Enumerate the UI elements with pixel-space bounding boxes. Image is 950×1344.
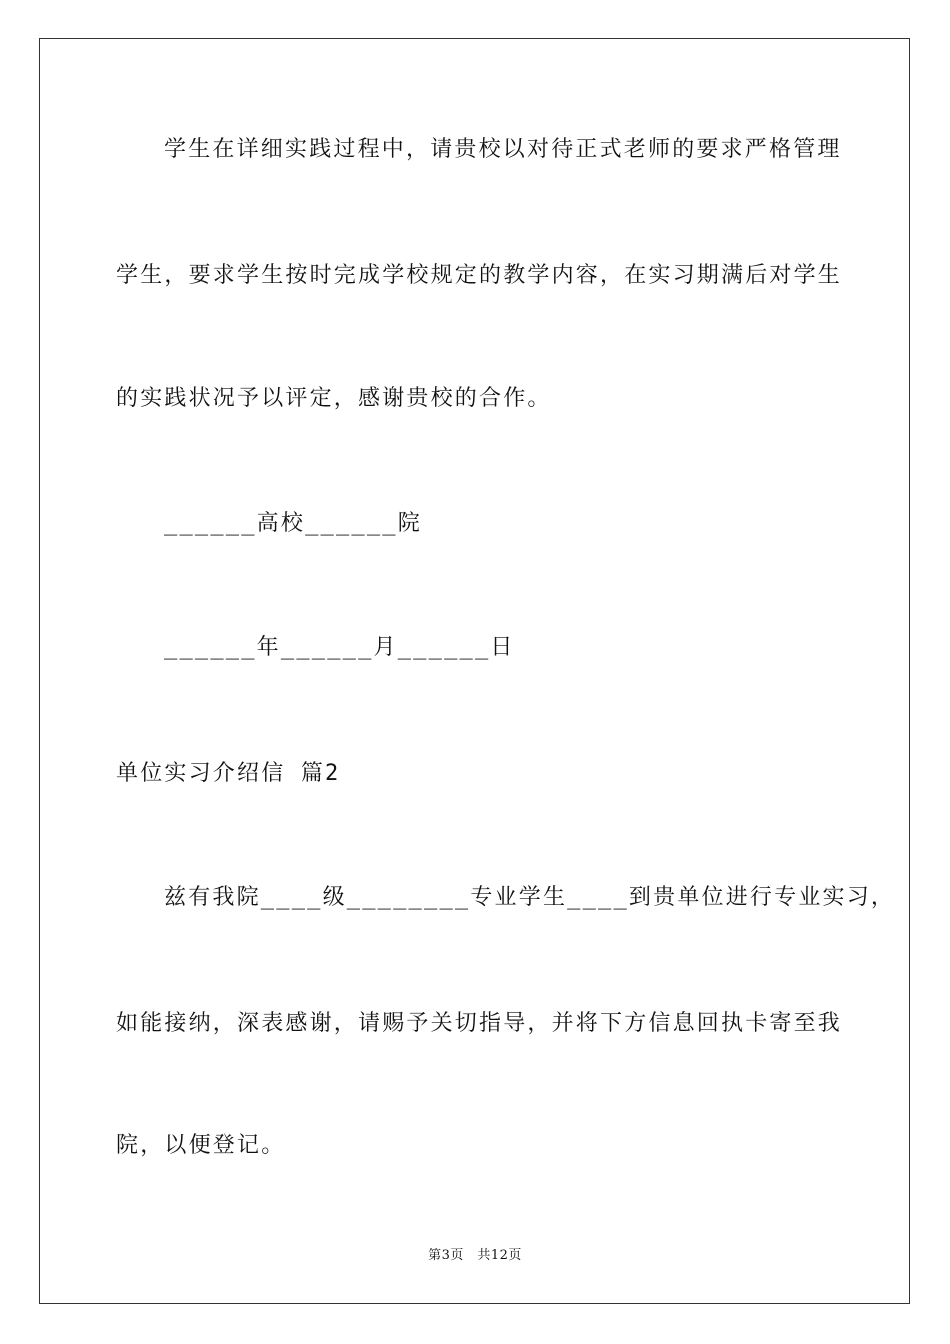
- section-heading: 单位实习介绍信 篇2: [116, 761, 341, 786]
- signature-date: ______年______月______日: [164, 635, 515, 660]
- paragraph-1-line-1: 学生在详细实践过程中，请贵校以对待正式老师的要求严格管理: [164, 137, 842, 162]
- page-frame: [39, 38, 910, 1304]
- paragraph-1-line-3: 的实践状况予以评定，感谢贵校的合作。: [116, 386, 552, 411]
- signature-school: ______高校______院: [164, 511, 422, 536]
- paragraph-2-line-2: 如能接纳，深表感谢，请赐予关切指导，并将下方信息回执卡寄至我: [116, 1011, 843, 1036]
- paragraph-2-line-3: 院，以便登记。: [116, 1133, 286, 1158]
- paragraph-1-line-2: 学生，要求学生按时完成学校规定的教学内容，在实习期满后对学生: [116, 263, 843, 288]
- page-indicator: 第3页 共12页: [428, 1248, 522, 1263]
- paragraph-2-line-1: 兹有我院____级________专业学生____到贵单位进行专业实习，: [164, 885, 896, 910]
